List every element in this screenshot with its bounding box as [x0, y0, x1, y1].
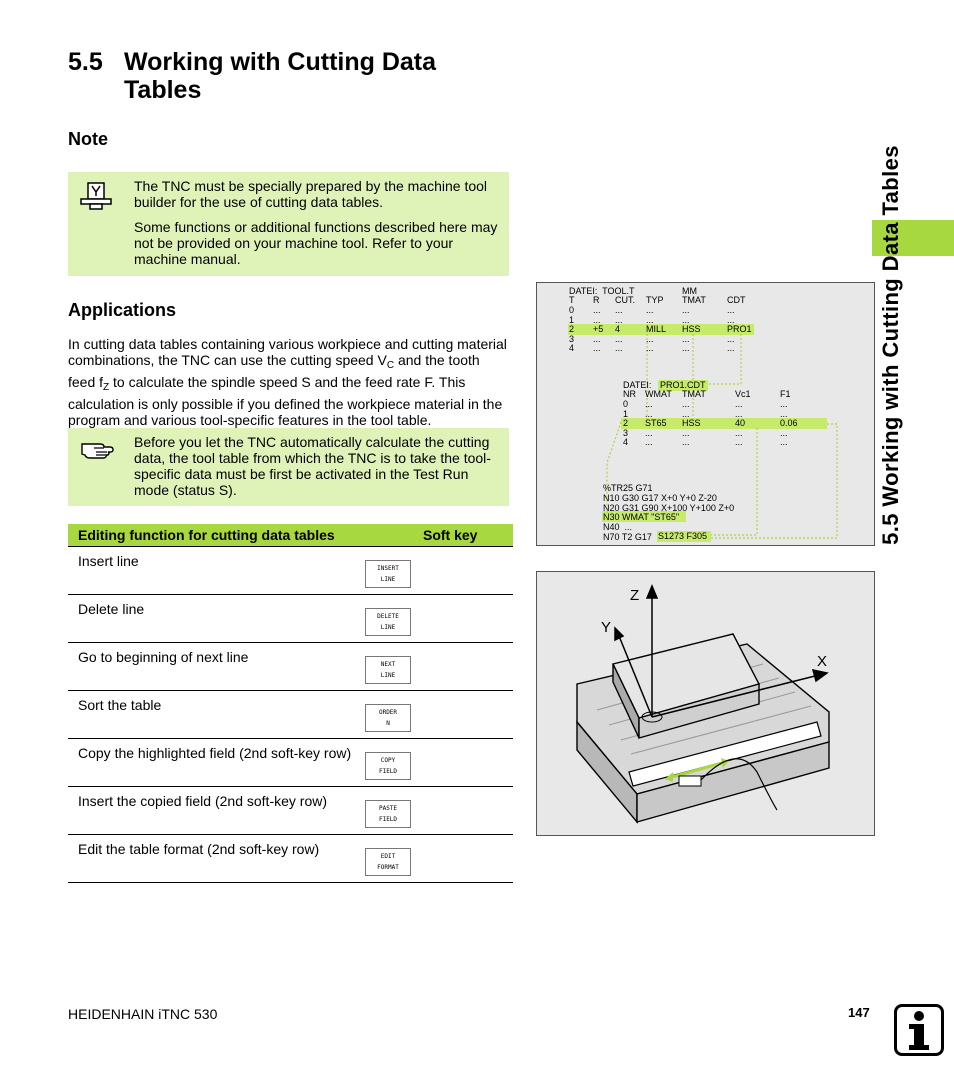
- tip-box: [68, 428, 509, 506]
- cdt-table-cell: ...: [682, 437, 690, 447]
- cdt-table-cell: HSS: [682, 418, 701, 428]
- row-function: Edit the table format (2nd soft-key row): [68, 834, 421, 882]
- section-title-line1: Working with Cutting Data: [124, 48, 437, 76]
- header-softkey: Soft key: [421, 524, 513, 546]
- cdt-table-header: WMAT: [645, 389, 672, 399]
- tool-table-cell: ...: [682, 343, 690, 353]
- info-icon: [894, 1004, 944, 1056]
- section-title: [68, 48, 436, 104]
- softkey-label: COPY: [380, 756, 396, 764]
- order-n-softkey[interactable]: [365, 704, 411, 732]
- section-title-line2: Tables: [124, 76, 202, 104]
- softkey-label: LINE: [380, 623, 396, 631]
- subscript-c: C: [386, 360, 395, 371]
- cdt-table-cell: ...: [682, 427, 690, 438]
- insert-line-softkey[interactable]: [365, 560, 411, 588]
- cdt-table-cell: ...: [780, 437, 788, 447]
- para-text-a: In cutting data tables containing various workpiece and cutting material combinations, the TNC can use the cutting speed V: [68, 336, 507, 368]
- cdt-table-cell: 3: [623, 427, 629, 438]
- nc-line: %TR25 G71: [603, 483, 653, 493]
- note-heading: Note: [68, 129, 108, 149]
- cdt-table-cell: ...: [735, 399, 743, 409]
- nc-line: N10 G30 G17 X+0 Y+0 Z-20: [603, 492, 717, 503]
- tool-table-header: CDT: [727, 295, 746, 305]
- tool-table-cell: 0: [569, 305, 575, 315]
- table-row: [68, 594, 513, 642]
- cdt-table-cell: ...: [780, 408, 788, 419]
- table-row: [68, 642, 513, 690]
- row-function: Sort the table: [68, 690, 421, 738]
- nc-line: N20 G31 G90 X+100 Y+100 Z+0: [603, 502, 735, 513]
- cdt-table-cell: ...: [780, 399, 788, 409]
- cdt-table-header: NR: [623, 389, 636, 399]
- tool-table-title: DATEI: TOOL.T: [569, 286, 635, 296]
- softkey-label: INSERT: [377, 564, 399, 572]
- tool-table-unit: MM: [682, 286, 697, 296]
- tool-table-cell: ...: [615, 343, 623, 353]
- tool-table-cell: ...: [727, 333, 735, 344]
- table-row: [68, 834, 513, 882]
- tool-table-cell: 3: [569, 333, 575, 344]
- tool-table-cell: ...: [646, 343, 654, 353]
- tool-table-cell: ...: [682, 314, 690, 325]
- tool-table-cell: ...: [615, 305, 623, 315]
- softkey-table: [68, 524, 513, 883]
- edit-format-softkey[interactable]: [365, 848, 411, 876]
- softkey-label: FORMAT: [377, 863, 399, 871]
- cdt-table-cell: ...: [735, 427, 743, 438]
- row-function: Insert the copied field (2nd soft-key row): [68, 786, 421, 834]
- machine-table-illustration: [537, 572, 876, 837]
- copy-field-softkey[interactable]: [365, 752, 411, 780]
- cdt-file: PRO1.CDT: [660, 380, 706, 390]
- para-text-c: to calculate the spindle speed S and the feed rate F. This calculation is only possible if you defined the workpiece material in the program and various tool-specific features in the tool table.: [68, 374, 503, 428]
- cdt-table-cell: 1: [623, 408, 629, 419]
- softkey-label: LINE: [380, 671, 396, 679]
- cdt-table-cell: ...: [645, 427, 653, 438]
- cdt-label: DATEI:: [623, 380, 652, 390]
- axis-y-label: Y: [601, 619, 612, 636]
- cdt-table-cell: 2: [623, 418, 629, 428]
- tool-table-header: R: [593, 295, 600, 305]
- footer-brand: HEIDENHAIN iTNC 530: [68, 1006, 218, 1022]
- table-row: [68, 738, 513, 786]
- cdt-table-cell: ...: [735, 437, 743, 447]
- tool-table-cell: ...: [593, 333, 601, 344]
- softkey-label: DELETE: [377, 612, 399, 620]
- softkey-label: PASTE: [378, 804, 398, 812]
- tool-table-cell: ...: [727, 343, 735, 353]
- machine-figure: [536, 571, 875, 836]
- tool-table-cell: PRO1: [727, 324, 752, 334]
- cdt-table-cell: ...: [735, 408, 743, 419]
- tool-table-cell: ...: [682, 333, 690, 344]
- tool-table-header: T: [569, 295, 575, 305]
- tool-table-cell: +5: [593, 324, 604, 334]
- cdt-table-header: F1: [780, 389, 791, 399]
- cdt-table-cell: 0: [623, 399, 629, 409]
- tool-table-cell: ...: [593, 343, 601, 353]
- tool-table-cell: ...: [593, 305, 601, 315]
- tool-table-cell: ...: [593, 314, 601, 325]
- tool-table-cell: ...: [646, 305, 654, 315]
- softkey-label: FIELD: [378, 815, 398, 823]
- tool-table-header: TYP: [646, 295, 664, 305]
- delete-line-softkey[interactable]: [365, 608, 411, 636]
- cutting-data-figure: [536, 282, 875, 546]
- tool-table-cell: 2: [569, 324, 575, 334]
- paste-field-softkey[interactable]: [365, 800, 411, 828]
- tool-table-cell: ...: [646, 333, 654, 344]
- table-header-row: [68, 524, 513, 546]
- cdt-table-cell: ...: [645, 408, 653, 419]
- cdt-table-cell: ...: [682, 408, 690, 419]
- applications-paragraph: [68, 336, 510, 428]
- tool-table-cell: HSS: [682, 324, 701, 334]
- section-number: 5.5: [68, 48, 103, 76]
- softkey-label: EDIT: [380, 852, 396, 860]
- softkey-label: FIELD: [378, 767, 398, 775]
- subscript-z: Z: [103, 382, 110, 393]
- table-row: [68, 786, 513, 834]
- nc-line: N40 ...: [603, 522, 633, 533]
- cdt-table-header: Vc1: [735, 389, 751, 399]
- tool-table-cell: MILL: [646, 324, 667, 334]
- note-paragraph-1: The TNC must be specially prepared by the machine tool builder for the use of cutting data tables.: [134, 178, 488, 210]
- tip-text: Before you let the TNC automatically calculate the cutting data, the tool table from which the TNC is to take the tool-specific data must be first be activated in the Test Run mode (status S).: [134, 434, 491, 498]
- header-function: Editing function for cutting data tables: [68, 524, 421, 546]
- tool-table-cell: 1: [569, 314, 575, 325]
- tool-table-cell: 4: [569, 343, 575, 353]
- cdt-table-cell: ST65: [645, 418, 667, 428]
- cdt-table-cell: 40: [735, 418, 746, 428]
- table-row: [68, 690, 513, 738]
- tool-table-header: TMAT: [682, 295, 706, 305]
- cdt-table-cell: ...: [682, 399, 690, 409]
- tool-table-cell: ...: [615, 314, 623, 325]
- pointing-hand-icon: [80, 438, 116, 460]
- cdt-table-cell: ...: [780, 427, 788, 438]
- cdt-table-header: TMAT: [682, 389, 706, 399]
- tool-table-header: CUT.: [615, 295, 635, 305]
- tool-table-cell: ...: [615, 333, 623, 344]
- tool-table-cell: ...: [682, 305, 690, 315]
- cdt-table-cell: 0.06: [780, 418, 798, 428]
- cdt-table-cell: 4: [623, 437, 629, 447]
- row-function: Insert line: [68, 546, 421, 594]
- softkey-label: ORDER: [378, 708, 398, 716]
- axis-x-label: X: [817, 653, 828, 670]
- page-number: 147: [848, 1005, 870, 1020]
- cdt-table-cell: ...: [645, 437, 653, 447]
- tool-table-cell: ...: [646, 314, 654, 325]
- softkey-label: NEXT: [380, 660, 396, 668]
- nc-line: N70 T2 G17: [603, 532, 652, 542]
- applications-heading: Applications: [68, 300, 177, 320]
- next-line-softkey[interactable]: [365, 656, 411, 684]
- note-paragraph-2: Some functions or additional functions described here may not be provided on your machine tool. Refer to your machine manual.: [134, 219, 498, 267]
- row-function: Go to beginning of next line: [68, 642, 421, 690]
- row-function: Copy the highlighted field (2nd soft-key row): [68, 738, 421, 786]
- axis-z-label: Z: [630, 587, 640, 604]
- nc-line: N30 WMAT "ST65": [603, 512, 680, 523]
- tool-table-cell: ...: [727, 305, 735, 315]
- note-box: [68, 172, 509, 276]
- para-text-b: and the tooth feed f: [68, 352, 480, 390]
- row-function: Delete line: [68, 594, 421, 642]
- cdt-table-cell: ...: [645, 399, 653, 409]
- nc-highlight: S1273 F305: [658, 531, 708, 541]
- table-row: [68, 546, 513, 594]
- softkey-label: N: [386, 719, 390, 727]
- tool-table-cell: ...: [727, 314, 735, 325]
- machine-icon: [80, 182, 112, 210]
- side-tab-label: 5.5 Working with Cutting Data Tables: [878, 145, 903, 545]
- tool-table-cell: 4: [615, 324, 621, 334]
- softkey-label: LINE: [380, 575, 396, 583]
